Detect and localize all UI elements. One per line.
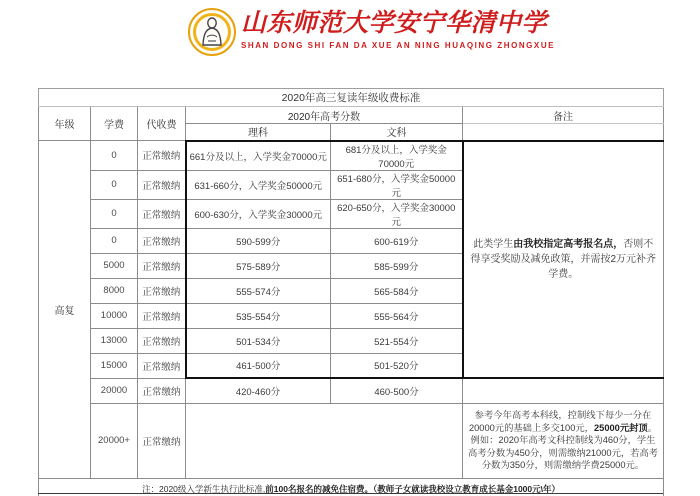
remark-final-post: 。例如：2020年高考文科控制线为460分，学生高考分数为450分，则需缴纳21000元，若高考分数为350分，则需缴纳学费25000元。 [467, 422, 659, 471]
tuition-cell: 0 [91, 141, 138, 171]
header-science: 理科 [186, 124, 331, 141]
tuition-cell: 0 [91, 199, 138, 228]
school-name-block [241, 8, 561, 50]
agency-fee-cell: 正常缴纳 [138, 353, 186, 378]
tuition-cell: 0 [91, 228, 138, 253]
science-score-cell: 535-554分 [186, 303, 331, 328]
footnote-pre: 注：2020级入学新生执行此标准, [142, 483, 266, 494]
arts-score-cell: 565-584分 [331, 278, 463, 303]
tuition-cell: 0 [91, 170, 138, 199]
header-grade: 年级 [39, 107, 91, 141]
school-letterhead [0, 0, 700, 72]
tuition-cell: 5000 [91, 253, 138, 278]
header-tuition: 学费 [91, 107, 138, 141]
remark-empty-cell [463, 378, 664, 403]
school-name-chinese: 山东师范大学安宁华清中学 [241, 8, 548, 37]
science-score-cell: 600-630分，入学奖金30000元 [186, 199, 331, 228]
science-score-cell: 501-534分 [186, 328, 331, 353]
tuition-cell: 15000 [91, 353, 138, 378]
arts-score-cell: 681分及以上，入学奖金70000元 [331, 141, 463, 171]
header-remark-empty-cell [463, 124, 664, 141]
grade-cell: 高复 [39, 141, 91, 479]
arts-score-cell: 651-680分，入学奖金50000元 [331, 170, 463, 199]
fee-schedule-table [38, 88, 664, 496]
remark-below-line-pricing [463, 403, 664, 478]
table-bottom-double-rule [38, 493, 663, 494]
agency-fee-cell: 正常缴纳 [138, 278, 186, 303]
agency-fee-cell: 正常缴纳 [138, 378, 186, 403]
science-score-cell: 590-599分 [186, 228, 331, 253]
table-row [39, 378, 664, 403]
agency-fee-cell: 正常缴纳 [138, 328, 186, 353]
footnote-bold-discount: 前100名报名的减免住宿费。 [265, 483, 373, 494]
arts-score-cell: 521-554分 [331, 328, 463, 353]
confucius-emblem-icon [193, 13, 231, 51]
agency-fee-cell: 正常缴纳 [138, 170, 186, 199]
remark-text-bold: 由我校指定高考报名点， [513, 238, 624, 250]
arts-score-cell: 501-520分 [331, 353, 463, 378]
tuition-cell: 10000 [91, 303, 138, 328]
agency-fee-cell: 正常缴纳 [138, 228, 186, 253]
agency-fee-cell: 正常缴纳 [138, 303, 186, 328]
remark-designated-registration [463, 141, 664, 379]
table-row [39, 141, 664, 171]
tuition-cell: 20000 [91, 378, 138, 403]
science-score-cell: 555-574分 [186, 278, 331, 303]
arts-score-cell: 555-564分 [331, 303, 463, 328]
science-score-cell: 461-500分 [186, 353, 331, 378]
arts-score-cell: 620-650分，入学奖金30000元 [331, 199, 463, 228]
confucius-figure-icon [199, 17, 225, 47]
science-score-cell: 631-660分，入学奖金50000元 [186, 170, 331, 199]
arts-score-cell: 585-599分 [331, 253, 463, 278]
header-agency-fee: 代收费 [138, 107, 186, 141]
tuition-cell: 20000+ [91, 403, 138, 478]
remark-text-post: 否则不得享受奖励及减免政策，并需按2万元补齐学费。 [470, 238, 657, 280]
arts-score-cell: 600-619分 [331, 228, 463, 253]
science-score-cell: 661分及以上，入学奖金70000元 [186, 141, 331, 171]
school-logo [188, 8, 236, 56]
score-merged-empty-cell [186, 403, 463, 478]
header-liberal-arts: 文科 [331, 124, 463, 141]
table-row [39, 403, 664, 478]
agency-fee-cell: 正常缴纳 [138, 199, 186, 228]
arts-score-cell: 460-500分 [331, 378, 463, 403]
tuition-cell: 13000 [91, 328, 138, 353]
remark-final-pre: 参考今年高考本科线，控制线下每少一分在20000元的基础上多交100元， [468, 410, 652, 433]
science-score-cell: 575-589分 [186, 253, 331, 278]
agency-fee-cell: 正常缴纳 [138, 403, 186, 478]
header-remark: 备注 [463, 107, 664, 124]
footnote-bold-fund: （教师子女就读我校设立教育成长基金1000元\年） [372, 483, 560, 494]
agency-fee-cell: 正常缴纳 [138, 141, 186, 171]
remark-final-bold: 25000元封顶 [593, 422, 648, 433]
agency-fee-cell: 正常缴纳 [138, 253, 186, 278]
header-score-group: 2020年高考分数 [186, 107, 463, 124]
remark-text-pre: 此类学生 [473, 238, 514, 250]
table-title: 2020年高三复读年级收费标准 [39, 89, 664, 107]
science-score-cell: 420-460分 [186, 378, 331, 403]
school-name-pinyin: SHAN DONG SHI FAN DA XUE AN NING HUAQING ZHONGXUE [241, 41, 556, 50]
tuition-cell: 8000 [91, 278, 138, 303]
